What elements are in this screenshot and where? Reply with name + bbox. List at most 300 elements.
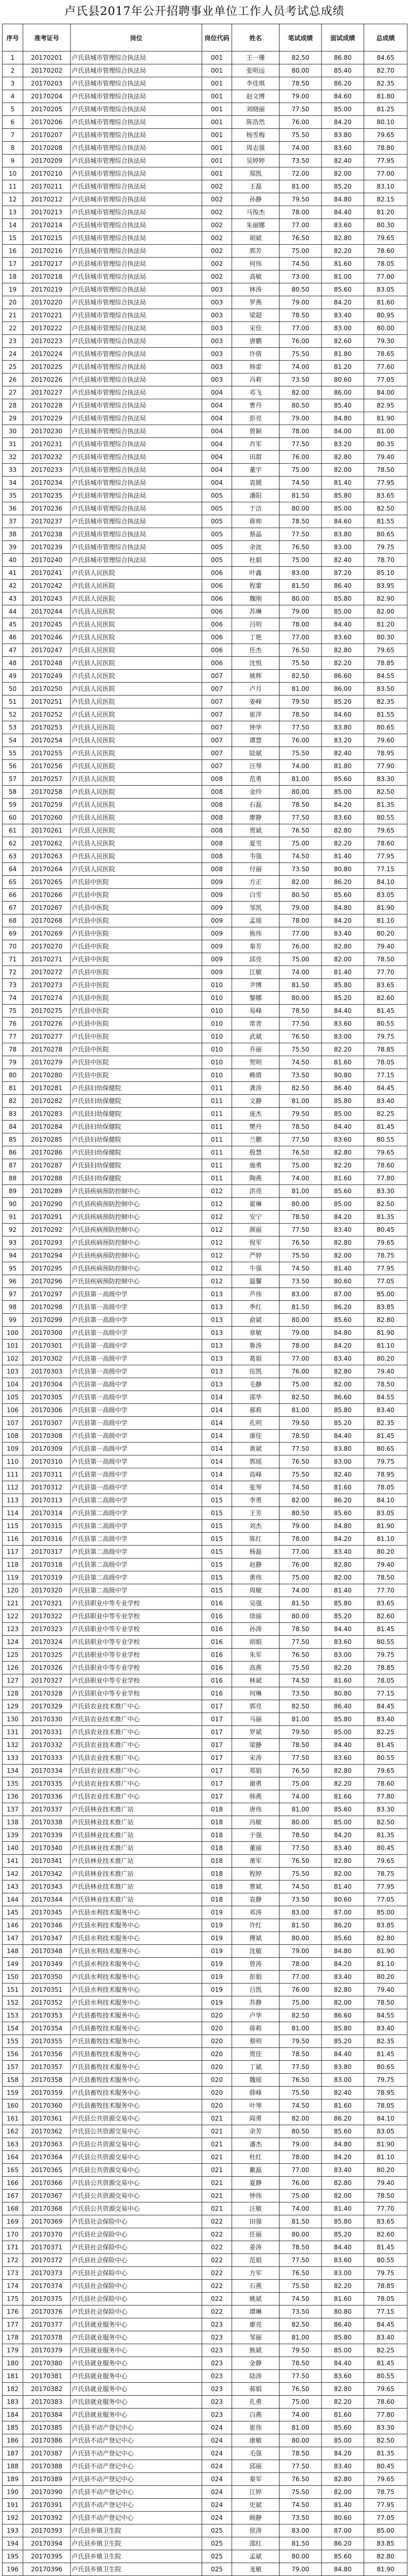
row-position: 卢氏县农业技术推广中心 (71, 1713, 202, 1726)
row-written-score: 75.50 (280, 2486, 322, 2499)
row-name: 韦强 (232, 850, 280, 863)
row-position-code: 016 (202, 1687, 232, 1700)
row-total-score: 82.70 (364, 64, 407, 77)
row-written-score: 79.50 (280, 696, 322, 708)
row-position: 卢氏县中医院 (71, 953, 202, 966)
row-ticket: 20170279 (23, 1056, 71, 1069)
row-ticket: 20170340 (23, 1842, 71, 1855)
row-total-score: 78.50 (364, 464, 407, 477)
row-no: 28 (3, 399, 23, 412)
row-interview-score: 83.60 (322, 1018, 364, 1030)
table-row (3, 1507, 407, 1520)
row-no: 102 (3, 1352, 23, 1365)
row-position-code: 005 (202, 502, 232, 515)
table-row (3, 52, 407, 64)
row-ticket: 20170252 (23, 708, 71, 721)
row-interview-score: 82.00 (322, 2486, 364, 2499)
row-name: 董宇 (232, 464, 280, 477)
row-total-score: 81.10 (364, 1958, 407, 1971)
row-position: 卢氏县水利技术服务中心 (71, 1919, 202, 1932)
row-ticket: 20170225 (23, 361, 71, 374)
row-ticket: 20170381 (23, 2370, 71, 2383)
row-no: 170 (3, 2228, 23, 2241)
table-row (3, 438, 407, 451)
row-interview-score: 86.80 (322, 52, 364, 64)
table-row (3, 2409, 407, 2421)
row-position-code: 002 (202, 206, 232, 219)
row-total-score: 81.90 (364, 902, 407, 914)
row-written-score: 77.50 (280, 1443, 322, 1455)
row-position: 卢氏县城市管理综合执法局 (71, 451, 202, 464)
row-no: 50 (3, 683, 23, 696)
row-position: 卢氏县中医院 (71, 979, 202, 992)
table-row (3, 1455, 407, 1468)
row-written-score: 77.00 (280, 927, 322, 940)
row-interview-score: 85.60 (322, 889, 364, 902)
row-position: 卢氏县城市管理综合执法局 (71, 52, 202, 64)
row-position-code: 007 (202, 683, 232, 696)
row-name: 任杰 (232, 644, 280, 657)
row-written-score: 77.00 (280, 1352, 322, 1365)
row-interview-score: 85.00 (322, 1198, 364, 1211)
row-no: 146 (3, 1919, 23, 1932)
header-name: 姓名 (232, 24, 280, 52)
row-position: 卢氏县第一高级中学 (71, 1314, 202, 1327)
row-written-score: 76.50 (280, 824, 322, 837)
row-interview-score: 81.20 (322, 361, 364, 374)
row-ticket: 20170239 (23, 541, 71, 554)
row-position: 卢氏县水利技术服务中心 (71, 1958, 202, 1971)
row-total-score: 79.65 (364, 1765, 407, 1777)
row-interview-score: 82.80 (322, 1146, 364, 1159)
row-written-score: 78.00 (280, 1533, 322, 1546)
row-ticket: 20170356 (23, 2048, 71, 2061)
row-position-code: 022 (202, 2293, 232, 2306)
row-total-score: 84.10 (364, 1494, 407, 1507)
row-position: 卢氏县中医院 (71, 902, 202, 914)
table-row (3, 940, 407, 953)
row-interview-score: 83.60 (322, 142, 364, 155)
row-position: 卢氏县城市管理综合执法局 (71, 425, 202, 438)
row-total-score: 78.75 (364, 2486, 407, 2499)
row-written-score: 77.50 (280, 1636, 322, 1649)
row-ticket: 20170338 (23, 1816, 71, 1829)
row-position-code: 008 (202, 837, 232, 850)
row-interview-score: 85.60 (322, 1803, 364, 1816)
row-interview-score: 85.60 (322, 1185, 364, 1198)
row-position: 卢氏县社会保险中心 (71, 2306, 202, 2318)
row-total-score: 80.55 (364, 811, 407, 824)
row-position: 卢氏县就业服务中心 (71, 2383, 202, 2396)
row-interview-score: 82.00 (322, 1378, 364, 1391)
row-interview-score: 82.20 (322, 2280, 364, 2293)
row-position-code: 015 (202, 1558, 232, 1571)
row-interview-score: 83.00 (322, 322, 364, 335)
row-position-code: 016 (202, 1662, 232, 1674)
row-position: 卢氏县城市管理综合执法局 (71, 232, 202, 245)
row-interview-score: 84.40 (322, 1121, 364, 1133)
row-no: 112 (3, 1481, 23, 1494)
row-no: 99 (3, 1314, 23, 1327)
row-no: 193 (3, 2524, 23, 2537)
row-total-score: 81.35 (364, 2447, 407, 2460)
row-ticket: 20170379 (23, 2344, 71, 2357)
row-total-score: 83.40 (364, 2331, 407, 2344)
row-position-code: 011 (202, 1082, 232, 1095)
row-total-score: 82.35 (364, 696, 407, 708)
row-total-score: 85.00 (364, 2524, 407, 2537)
row-position: 卢氏县第一高级中学 (71, 1481, 202, 1494)
row-name: 袁媛 (232, 477, 280, 489)
row-ticket: 20170297 (23, 1288, 71, 1301)
row-position-code: 006 (202, 657, 232, 670)
score-table (2, 24, 407, 2576)
row-name: 金静 (232, 2357, 280, 2370)
row-ticket: 20170272 (23, 966, 71, 979)
row-no: 195 (3, 2550, 23, 2563)
row-no: 52 (3, 708, 23, 721)
row-position: 卢氏县人民医院 (71, 837, 202, 850)
row-interview-score: 82.20 (322, 1159, 364, 1172)
row-written-score: 75.00 (280, 1996, 322, 2009)
row-ticket: 20170286 (23, 1146, 71, 1159)
row-position: 卢氏县妇幼保健院 (71, 1159, 202, 1172)
row-ticket: 20170211 (23, 180, 71, 193)
row-position: 卢氏县人民医院 (71, 760, 202, 773)
row-position: 卢氏县妇幼保健院 (71, 1146, 202, 1159)
row-interview-score: 81.60 (322, 2293, 364, 2306)
row-written-score: 77.50 (280, 2061, 322, 2074)
table-row (3, 2164, 407, 2177)
row-total-score: 79.65 (364, 1236, 407, 1249)
row-written-score: 75.00 (280, 1378, 322, 1391)
row-position-code: 019 (202, 1996, 232, 2009)
row-total-score: 79.75 (364, 541, 407, 554)
row-written-score: 78.50 (280, 1829, 322, 1842)
row-no: 88 (3, 1172, 23, 1185)
row-position: 卢氏县不动产登记中心 (71, 2512, 202, 2524)
row-no: 81 (3, 1082, 23, 1095)
row-interview-score: 86.40 (322, 1082, 364, 1095)
row-interview-score: 85.00 (322, 502, 364, 515)
row-ticket: 20170262 (23, 837, 71, 850)
row-name: 钟华 (232, 721, 280, 734)
row-position: 卢氏县社会保险中心 (71, 2280, 202, 2293)
table-row (3, 399, 407, 412)
row-position: 卢氏县第一高级中学 (71, 1365, 202, 1378)
row-position-code: 024 (202, 2499, 232, 2512)
row-interview-score: 82.80 (322, 1365, 364, 1378)
row-position-code: 020 (202, 2035, 232, 2048)
table-row (3, 2434, 407, 2447)
table-row (3, 64, 407, 77)
row-no: 178 (3, 2331, 23, 2344)
row-ticket: 20170292 (23, 1224, 71, 1236)
row-written-score: 77.50 (280, 528, 322, 541)
row-total-score: 79.65 (364, 824, 407, 837)
row-name: 贾斌 (232, 824, 280, 837)
row-no: 76 (3, 1018, 23, 1030)
row-interview-score: 81.60 (322, 1790, 364, 1803)
row-ticket: 20170281 (23, 1082, 71, 1095)
row-interview-score: 82.40 (322, 2087, 364, 2099)
row-no: 179 (3, 2344, 23, 2357)
row-position: 卢氏县公共资源交易中心 (71, 2138, 202, 2151)
row-position: 卢氏县乡镇卫生院 (71, 2563, 202, 2576)
table-row (3, 270, 407, 283)
row-position-code: 019 (202, 1932, 232, 1945)
row-no: 56 (3, 760, 23, 773)
row-position-code: 022 (202, 2267, 232, 2280)
row-ticket: 20170248 (23, 657, 71, 670)
row-position-code: 001 (202, 116, 232, 129)
table-row (3, 2190, 407, 2202)
table-row (3, 180, 407, 193)
row-position: 卢氏县人民医院 (71, 773, 202, 786)
row-written-score: 83.00 (280, 1288, 322, 1301)
row-name: 程婷 (232, 1868, 280, 1880)
row-position-code: 007 (202, 760, 232, 773)
row-position-code: 003 (202, 322, 232, 335)
row-position: 卢氏县人民医院 (71, 618, 202, 631)
row-position: 卢氏县城市管理综合执法局 (71, 322, 202, 335)
row-ticket: 20170321 (23, 1597, 71, 1610)
row-written-score: 79.50 (280, 2344, 322, 2357)
row-ticket: 20170349 (23, 1958, 71, 1971)
row-interview-score: 80.80 (322, 1069, 364, 1082)
row-name: 徐丽 (232, 1610, 280, 1623)
row-position: 卢氏县职业中等专业学校 (71, 1649, 202, 1662)
row-name: 樊丹 (232, 1121, 280, 1133)
row-position-code: 006 (202, 644, 232, 657)
table-row (3, 1443, 407, 1455)
row-ticket: 20170207 (23, 129, 71, 142)
row-position: 卢氏县城市管理综合执法局 (71, 90, 202, 103)
row-written-score: 76.50 (280, 644, 322, 657)
row-no: 20 (3, 296, 23, 309)
row-no: 157 (3, 2061, 23, 2074)
row-position: 卢氏县人民医院 (71, 657, 202, 670)
row-position-code: 024 (202, 2512, 232, 2524)
row-position-code: 022 (202, 2241, 232, 2254)
row-ticket: 20170353 (23, 2009, 71, 2022)
row-position-code: 012 (202, 1198, 232, 1211)
row-total-score: 84.45 (364, 1700, 407, 1713)
table-row (3, 1713, 407, 1726)
row-written-score: 78.50 (280, 77, 322, 90)
row-total-score: 80.45 (364, 1224, 407, 1236)
row-interview-score: 82.00 (322, 464, 364, 477)
row-total-score: 79.75 (364, 2267, 407, 2280)
row-written-score: 72.00 (280, 167, 322, 180)
row-position-code: 013 (202, 1352, 232, 1365)
row-position: 卢氏县疾病预防控制中心 (71, 1224, 202, 1236)
row-name: 郭亮 (232, 1700, 280, 1713)
row-position: 卢氏县公共资源交易中心 (71, 2164, 202, 2177)
row-written-score: 75.00 (280, 2396, 322, 2409)
row-position-code: 005 (202, 554, 232, 567)
row-name: 康佳 (232, 1430, 280, 1443)
row-position-code: 008 (202, 824, 232, 837)
row-no: 67 (3, 902, 23, 914)
row-no: 158 (3, 2074, 23, 2087)
table-row (3, 348, 407, 361)
row-written-score: 78.00 (280, 2151, 322, 2164)
row-position: 卢氏县中医院 (71, 966, 202, 979)
table-row (3, 605, 407, 618)
row-name: 邱亮 (232, 953, 280, 966)
row-position: 卢氏县城市管理综合执法局 (71, 502, 202, 515)
row-total-score: 81.90 (364, 2138, 407, 2151)
row-position: 卢氏县乡镇卫生院 (71, 2550, 202, 2563)
row-written-score: 79.00 (280, 1945, 322, 1958)
row-no: 181 (3, 2370, 23, 2383)
table-row (3, 1043, 407, 1056)
row-position-code: 006 (202, 631, 232, 644)
row-name: 阎勇 (232, 2112, 280, 2125)
row-no: 174 (3, 2280, 23, 2293)
row-written-score: 81.00 (280, 1404, 322, 1417)
row-no: 130 (3, 1713, 23, 1726)
row-ticket: 20170337 (23, 1803, 71, 1816)
row-interview-score: 82.20 (322, 837, 364, 850)
row-interview-score: 80.80 (322, 1687, 364, 1700)
row-no: 191 (3, 2499, 23, 2512)
row-ticket: 20170232 (23, 451, 71, 464)
row-no: 70 (3, 940, 23, 953)
row-position: 卢氏县妇幼保健院 (71, 1082, 202, 1095)
row-name: 郭芳 (232, 245, 280, 258)
row-no: 163 (3, 2138, 23, 2151)
row-total-score: 78.95 (364, 2087, 407, 2099)
row-total-score: 77.00 (364, 167, 407, 180)
row-no: 41 (3, 567, 23, 580)
row-ticket: 20170302 (23, 1352, 71, 1365)
row-interview-score: 82.00 (322, 1868, 364, 1880)
row-total-score: 80.65 (364, 2061, 407, 2074)
table-row (3, 1893, 407, 1906)
table-row (3, 1546, 407, 1558)
row-position: 卢氏县公共资源交易中心 (71, 2190, 202, 2202)
row-written-score: 74.00 (280, 2409, 322, 2421)
row-no: 4 (3, 90, 23, 103)
row-written-score: 73.50 (280, 374, 322, 386)
row-no: 194 (3, 2537, 23, 2550)
row-written-score: 82.00 (280, 876, 322, 889)
row-position-code: 013 (202, 1327, 232, 1340)
row-position: 卢氏县农业技术推广中心 (71, 1790, 202, 1803)
row-position: 卢氏县不动产登记中心 (71, 2421, 202, 2434)
row-ticket: 20170307 (23, 1417, 71, 1430)
row-interview-score: 83.80 (322, 2061, 364, 2074)
row-ticket: 20170382 (23, 2383, 71, 2396)
row-position-code: 021 (202, 2125, 232, 2138)
row-no: 91 (3, 1211, 23, 1224)
table-row (3, 721, 407, 734)
row-position: 卢氏县城市管理综合执法局 (71, 399, 202, 412)
row-total-score: 83.85 (364, 2537, 407, 2550)
row-written-score: 83.00 (280, 1906, 322, 1919)
row-name: 蔡晶 (232, 528, 280, 541)
row-position-code: 012 (202, 1211, 232, 1224)
row-written-score: 74.50 (280, 1056, 322, 1069)
row-position-code: 009 (202, 876, 232, 889)
row-interview-score: 84.40 (322, 206, 364, 219)
row-written-score: 77.50 (280, 1752, 322, 1765)
header-ticket: 准考证号 (23, 24, 71, 52)
row-name: 苏琳 (232, 605, 280, 618)
row-position: 卢氏县城市管理综合执法局 (71, 515, 202, 528)
row-total-score: 83.05 (364, 283, 407, 296)
row-total-score: 81.45 (364, 1005, 407, 1018)
row-total-score: 80.45 (364, 2460, 407, 2473)
table-row (3, 1752, 407, 1765)
row-written-score: 80.00 (280, 786, 322, 799)
row-ticket: 20170385 (23, 2421, 71, 2434)
row-name: 何伟 (232, 258, 280, 270)
row-written-score: 76.00 (280, 451, 322, 464)
row-position-code: 007 (202, 696, 232, 708)
row-interview-score: 84.80 (322, 2138, 364, 2151)
row-written-score: 75.50 (280, 129, 322, 142)
row-name: 武斌 (232, 1030, 280, 1043)
table-row (3, 1352, 407, 1365)
row-position-code: 012 (202, 1249, 232, 1262)
row-total-score: 78.75 (364, 1868, 407, 1880)
row-no: 49 (3, 670, 23, 683)
row-name: 颜丽 (232, 1224, 280, 1236)
row-position: 卢氏县乡镇卫生院 (71, 2524, 202, 2537)
row-position: 卢氏县中医院 (71, 1030, 202, 1043)
row-total-score: 79.65 (364, 2383, 407, 2396)
row-interview-score: 81.40 (322, 2202, 364, 2215)
row-name: 曹斌 (232, 1880, 280, 1893)
row-ticket: 20170289 (23, 1185, 71, 1198)
table-row (3, 2396, 407, 2409)
row-no: 27 (3, 386, 23, 399)
row-total-score: 83.65 (364, 2215, 407, 2228)
row-name: 杜红 (232, 2151, 280, 2164)
row-total-score: 81.55 (364, 708, 407, 721)
row-position-code: 023 (202, 2396, 232, 2409)
row-position: 卢氏县职业中等专业学校 (71, 1636, 202, 1649)
row-no: 94 (3, 1249, 23, 1262)
row-no: 125 (3, 1649, 23, 1662)
table-row (3, 953, 407, 966)
row-position-code: 007 (202, 734, 232, 747)
row-position-code: 006 (202, 580, 232, 592)
table-row (3, 2293, 407, 2306)
table-row (3, 1314, 407, 1327)
row-ticket: 20170256 (23, 760, 71, 773)
row-interview-score: 82.40 (322, 747, 364, 760)
row-written-score: 80.00 (280, 1610, 322, 1623)
row-position: 卢氏县城市管理综合执法局 (71, 258, 202, 270)
row-no: 167 (3, 2190, 23, 2202)
row-position-code: 009 (202, 966, 232, 979)
table-row (3, 799, 407, 811)
row-position: 卢氏县社会保险中心 (71, 2241, 202, 2254)
row-position-code: 017 (202, 1765, 232, 1777)
row-no: 144 (3, 1893, 23, 1906)
table-row (3, 2035, 407, 2048)
row-total-score: 81.00 (364, 425, 407, 438)
row-name: 黄伟 (232, 1571, 280, 1584)
table-row (3, 2524, 407, 2537)
row-position-code: 017 (202, 1700, 232, 1713)
row-name: 李勇 (232, 1494, 280, 1507)
row-no: 19 (3, 283, 23, 296)
